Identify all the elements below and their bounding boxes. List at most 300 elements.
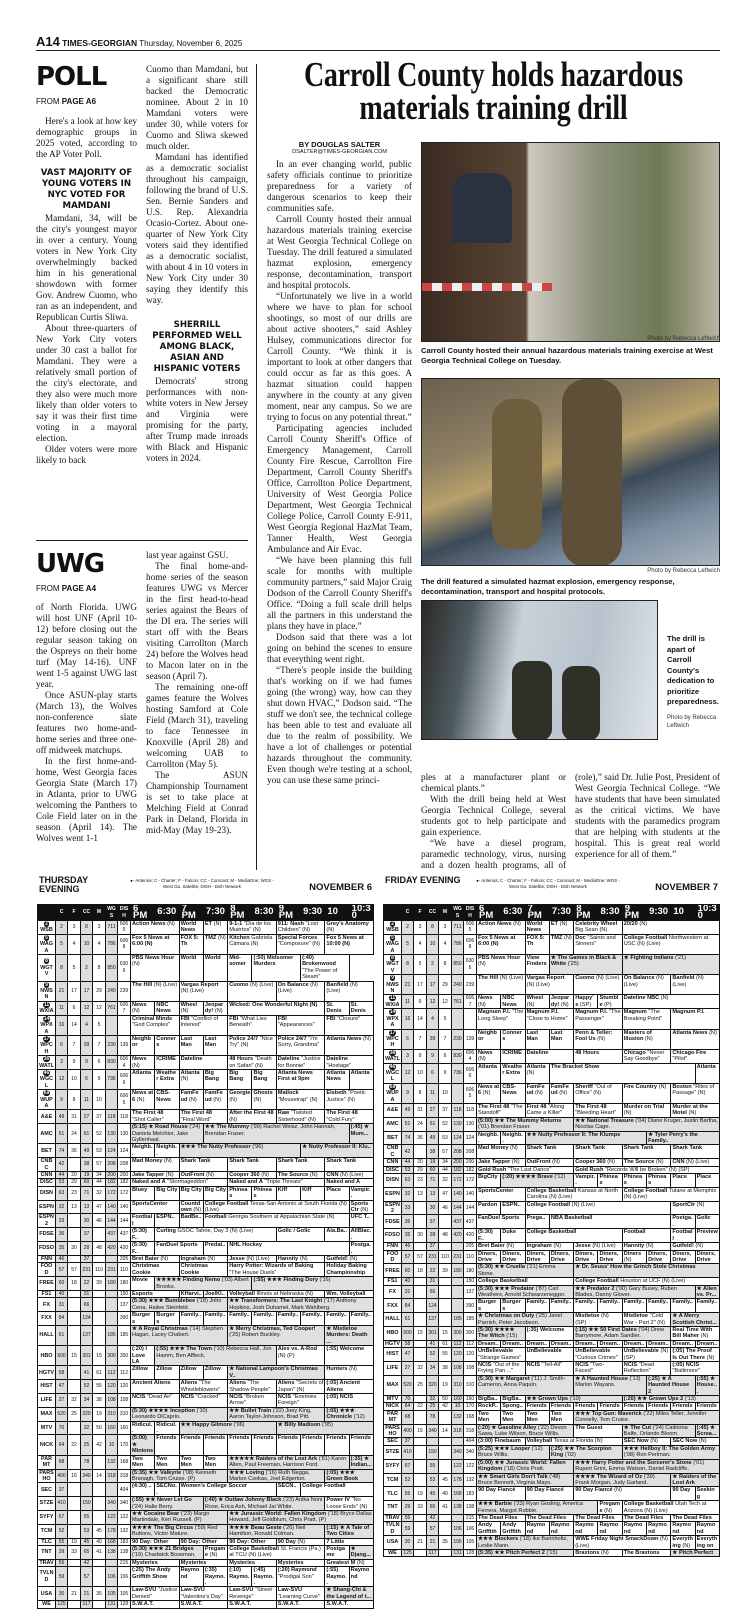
program-cell[interactable] xyxy=(179,1035,203,1055)
program-cell[interactable] xyxy=(671,1348,720,1362)
program-cell[interactable] xyxy=(574,1117,720,1131)
program-cell[interactable] xyxy=(276,1069,325,1089)
program-cell[interactable] xyxy=(203,1567,227,1587)
program-cell[interactable] xyxy=(549,1250,573,1264)
program-cell[interactable] xyxy=(179,1538,228,1545)
program-cell[interactable] xyxy=(179,1366,203,1380)
program-cell[interactable] xyxy=(228,934,277,954)
program-cell[interactable] xyxy=(203,1090,227,1110)
program-cell[interactable] xyxy=(179,1435,203,1455)
program-cell[interactable] xyxy=(598,1340,622,1347)
program-cell[interactable] xyxy=(647,1299,671,1313)
program-cell[interactable] xyxy=(301,955,350,982)
program-cell[interactable] xyxy=(477,1083,501,1103)
program-cell[interactable] xyxy=(574,1049,623,1063)
program-cell[interactable] xyxy=(276,1056,325,1070)
program-cell[interactable] xyxy=(155,1346,276,1366)
program-cell[interactable] xyxy=(252,1069,276,1089)
program-cell[interactable] xyxy=(276,1435,300,1455)
program-cell[interactable] xyxy=(525,1438,622,1445)
program-cell[interactable] xyxy=(477,1396,501,1403)
program-cell[interactable] xyxy=(622,1340,646,1347)
program-cell[interactable] xyxy=(349,1001,373,1015)
program-cell[interactable] xyxy=(325,934,374,954)
program-cell[interactable] xyxy=(228,1056,277,1070)
program-cell[interactable] xyxy=(477,1117,574,1131)
program-cell[interactable] xyxy=(671,1049,720,1063)
program-cell[interactable] xyxy=(203,1545,227,1559)
program-cell[interactable] xyxy=(598,1250,622,1264)
program-cell[interactable] xyxy=(501,1049,525,1063)
program-cell[interactable] xyxy=(477,975,526,995)
program-cell[interactable] xyxy=(695,1215,719,1229)
program-cell[interactable] xyxy=(131,1263,180,1277)
program-cell[interactable] xyxy=(228,1567,252,1587)
program-cell[interactable] xyxy=(228,1587,277,1601)
program-cell[interactable] xyxy=(549,921,573,935)
author-email[interactable]: DSALTER@TIMES-GEORGIAN.COM xyxy=(292,149,387,155)
program-cell[interactable] xyxy=(622,921,719,935)
program-cell[interactable] xyxy=(325,1069,349,1089)
program-cell[interactable] xyxy=(671,1145,720,1159)
program-cell[interactable] xyxy=(549,995,573,1009)
program-cell[interactable] xyxy=(525,975,574,995)
program-cell[interactable] xyxy=(695,1536,719,1550)
program-cell[interactable] xyxy=(477,1536,574,1550)
program-cell[interactable] xyxy=(501,1174,574,1188)
program-cell[interactable] xyxy=(622,995,719,1009)
program-cell[interactable] xyxy=(622,1313,671,1327)
program-cell[interactable] xyxy=(525,1362,574,1376)
program-cell[interactable] xyxy=(228,1035,277,1055)
program-cell[interactable] xyxy=(622,1243,671,1250)
program-cell[interactable] xyxy=(203,1214,349,1228)
program-cell[interactable] xyxy=(179,981,228,1001)
program-cell[interactable] xyxy=(155,1435,179,1455)
program-cell[interactable] xyxy=(325,1228,349,1242)
program-cell[interactable] xyxy=(622,1501,719,1515)
program-cell[interactable] xyxy=(671,1487,695,1501)
program-cell[interactable] xyxy=(549,1340,573,1347)
program-cell[interactable] xyxy=(131,1069,155,1089)
program-cell[interactable] xyxy=(131,1015,180,1035)
program-cell[interactable] xyxy=(325,1407,374,1421)
program-cell[interactable] xyxy=(574,1522,598,1536)
program-cell[interactable] xyxy=(622,975,671,995)
program-cell[interactable] xyxy=(276,1394,325,1408)
program-cell[interactable] xyxy=(598,995,622,1009)
program-cell[interactable] xyxy=(549,1083,573,1103)
program-cell[interactable] xyxy=(622,1029,671,1049)
program-cell[interactable] xyxy=(525,1187,622,1201)
program-cell[interactable] xyxy=(276,921,325,935)
program-cell[interactable] xyxy=(349,1545,373,1559)
program-cell[interactable] xyxy=(131,1497,204,1511)
program-cell[interactable] xyxy=(325,1601,374,1608)
program-cell[interactable] xyxy=(301,1435,325,1455)
program-cell[interactable] xyxy=(477,1009,526,1029)
program-cell[interactable] xyxy=(276,1015,325,1035)
program-cell[interactable] xyxy=(228,1380,277,1394)
program-cell[interactable] xyxy=(228,1455,349,1469)
program-cell[interactable] xyxy=(598,1501,622,1515)
program-cell[interactable] xyxy=(501,1403,525,1410)
program-cell[interactable] xyxy=(325,921,374,935)
program-cell[interactable] xyxy=(131,1001,155,1015)
program-cell[interactable] xyxy=(131,1035,155,1055)
program-cell[interactable] xyxy=(574,1410,720,1424)
program-cell[interactable] xyxy=(525,1145,574,1159)
program-cell[interactable] xyxy=(598,1403,622,1410)
program-cell[interactable] xyxy=(179,1090,203,1110)
program-cell[interactable] xyxy=(501,1522,525,1536)
program-cell[interactable] xyxy=(155,1035,179,1055)
program-cell[interactable] xyxy=(501,1063,525,1083)
program-cell[interactable] xyxy=(276,1035,325,1055)
program-cell[interactable] xyxy=(228,1290,325,1297)
program-cell[interactable] xyxy=(179,1255,228,1262)
program-cell[interactable] xyxy=(525,1522,549,1536)
program-cell[interactable] xyxy=(622,1438,671,1445)
program-cell[interactable] xyxy=(574,1299,598,1313)
program-cell[interactable] xyxy=(477,1187,526,1201)
program-cell[interactable] xyxy=(349,1069,373,1089)
program-cell[interactable] xyxy=(325,1545,349,1559)
program-cell[interactable] xyxy=(228,1524,325,1538)
program-cell[interactable] xyxy=(477,1159,526,1166)
program-cell[interactable] xyxy=(179,1263,228,1277)
program-cell[interactable] xyxy=(671,1326,720,1340)
program-cell[interactable] xyxy=(574,1459,720,1473)
program-cell[interactable] xyxy=(477,1375,574,1395)
program-cell[interactable] xyxy=(671,1201,720,1215)
program-cell[interactable] xyxy=(598,1174,622,1188)
program-cell[interactable] xyxy=(179,1200,203,1214)
program-cell[interactable] xyxy=(203,1124,349,1144)
program-cell[interactable] xyxy=(325,1056,374,1070)
program-cell[interactable] xyxy=(155,1228,276,1242)
program-cell[interactable] xyxy=(325,1524,374,1538)
program-cell[interactable] xyxy=(477,1410,501,1424)
program-cell[interactable] xyxy=(525,1083,549,1103)
program-cell[interactable] xyxy=(501,1396,525,1403)
program-cell[interactable] xyxy=(477,1514,526,1521)
program-cell[interactable] xyxy=(228,1172,277,1179)
program-cell[interactable] xyxy=(695,1285,719,1299)
program-cell[interactable] xyxy=(622,1187,719,1201)
program-cell[interactable] xyxy=(477,1049,501,1063)
program-cell[interactable] xyxy=(203,1242,227,1256)
program-cell[interactable] xyxy=(622,1514,671,1521)
program-cell[interactable] xyxy=(622,1009,671,1029)
program-cell[interactable] xyxy=(228,1001,325,1015)
program-cell[interactable] xyxy=(695,1299,719,1313)
program-cell[interactable] xyxy=(574,1278,720,1285)
program-cell[interactable] xyxy=(155,1186,179,1200)
program-cell[interactable] xyxy=(671,1229,695,1243)
program-cell[interactable] xyxy=(477,1103,526,1117)
program-cell[interactable] xyxy=(276,1228,325,1242)
program-cell[interactable] xyxy=(179,1001,203,1015)
program-cell[interactable] xyxy=(228,1263,325,1277)
program-cell[interactable] xyxy=(228,1158,277,1172)
program-cell[interactable] xyxy=(622,1348,671,1362)
program-cell[interactable] xyxy=(622,1549,671,1556)
program-cell[interactable] xyxy=(622,1083,671,1103)
program-cell[interactable] xyxy=(622,1396,719,1403)
program-cell[interactable] xyxy=(325,1497,374,1511)
program-cell[interactable] xyxy=(647,1250,671,1264)
program-cell[interactable] xyxy=(131,1435,155,1455)
program-cell[interactable] xyxy=(325,1325,374,1345)
program-cell[interactable] xyxy=(501,995,525,1009)
program-cell[interactable] xyxy=(276,1538,325,1545)
program-cell[interactable] xyxy=(477,1243,526,1250)
program-cell[interactable] xyxy=(179,955,203,982)
program-cell[interactable] xyxy=(325,1255,374,1262)
program-cell[interactable] xyxy=(276,981,325,1001)
program-cell[interactable] xyxy=(525,1514,574,1521)
program-cell[interactable] xyxy=(574,1375,647,1395)
program-cell[interactable] xyxy=(574,1403,598,1410)
program-cell[interactable] xyxy=(228,1186,252,1200)
program-cell[interactable] xyxy=(671,1083,720,1103)
program-cell[interactable] xyxy=(179,1110,228,1124)
program-cell[interactable] xyxy=(349,1312,373,1326)
program-cell[interactable] xyxy=(228,1325,325,1345)
program-cell[interactable] xyxy=(252,1277,374,1291)
program-cell[interactable] xyxy=(155,1144,179,1158)
program-cell[interactable] xyxy=(671,1029,720,1049)
program-cell[interactable] xyxy=(549,1522,573,1536)
program-cell[interactable] xyxy=(179,921,203,935)
program-cell[interactable] xyxy=(622,1522,646,1536)
program-cell[interactable] xyxy=(574,1029,623,1049)
program-cell[interactable] xyxy=(325,1158,374,1172)
program-cell[interactable] xyxy=(501,1029,525,1049)
program-cell[interactable] xyxy=(695,1229,719,1243)
program-cell[interactable] xyxy=(622,1403,646,1410)
program-cell[interactable] xyxy=(131,981,180,1001)
program-cell[interactable] xyxy=(155,1483,179,1497)
program-cell[interactable] xyxy=(525,955,549,975)
program-cell[interactable] xyxy=(477,1424,574,1438)
program-cell[interactable] xyxy=(155,1421,179,1435)
program-cell[interactable] xyxy=(671,1536,695,1550)
program-cell[interactable] xyxy=(228,1255,277,1262)
program-cell[interactable] xyxy=(131,1242,155,1256)
program-cell[interactable] xyxy=(228,1601,277,1608)
program-cell[interactable] xyxy=(622,934,719,954)
program-cell[interactable] xyxy=(477,1487,526,1501)
program-cell[interactable] xyxy=(671,1362,720,1376)
program-cell[interactable] xyxy=(155,1312,179,1326)
program-cell[interactable] xyxy=(622,1299,646,1313)
program-cell[interactable] xyxy=(671,1514,720,1521)
program-cell[interactable] xyxy=(501,1229,525,1243)
program-cell[interactable] xyxy=(549,1410,573,1424)
program-cell[interactable] xyxy=(549,1063,695,1083)
program-cell[interactable] xyxy=(349,1435,373,1455)
program-cell[interactable] xyxy=(501,1131,525,1145)
program-cell[interactable] xyxy=(252,1312,276,1326)
program-cell[interactable] xyxy=(622,1445,719,1459)
program-cell[interactable] xyxy=(477,1362,526,1376)
program-cell[interactable] xyxy=(525,1299,549,1313)
program-cell[interactable] xyxy=(525,1250,549,1264)
program-cell[interactable] xyxy=(549,1403,573,1410)
program-cell[interactable] xyxy=(477,1285,574,1299)
program-cell[interactable] xyxy=(325,1172,374,1179)
program-cell[interactable] xyxy=(155,1455,179,1469)
program-cell[interactable] xyxy=(179,1421,276,1435)
program-cell[interactable] xyxy=(179,934,203,954)
program-cell[interactable] xyxy=(549,955,622,975)
program-cell[interactable] xyxy=(325,1263,374,1277)
program-cell[interactable] xyxy=(155,1277,252,1291)
program-cell[interactable] xyxy=(574,934,623,954)
program-cell[interactable] xyxy=(477,1201,501,1215)
program-cell[interactable] xyxy=(525,1063,549,1083)
program-cell[interactable] xyxy=(131,1455,155,1469)
program-cell[interactable] xyxy=(501,1083,525,1103)
program-cell[interactable] xyxy=(574,1159,623,1166)
program-cell[interactable] xyxy=(574,1549,623,1556)
program-cell[interactable] xyxy=(501,1410,525,1424)
program-cell[interactable] xyxy=(203,1455,227,1469)
program-cell[interactable] xyxy=(325,1394,374,1408)
program-cell[interactable] xyxy=(525,1340,549,1347)
program-cell[interactable] xyxy=(228,981,277,1001)
program-cell[interactable] xyxy=(131,1290,180,1297)
program-cell[interactable] xyxy=(228,1510,374,1524)
program-cell[interactable] xyxy=(574,1166,720,1173)
program-cell[interactable] xyxy=(131,1380,180,1394)
program-cell[interactable] xyxy=(525,1410,549,1424)
program-cell[interactable] xyxy=(671,1522,695,1536)
program-cell[interactable] xyxy=(252,1186,276,1200)
program-cell[interactable] xyxy=(477,1029,501,1049)
program-cell[interactable] xyxy=(477,1063,501,1083)
program-cell[interactable] xyxy=(574,1145,623,1159)
program-cell[interactable] xyxy=(155,1090,179,1110)
program-cell[interactable] xyxy=(671,1009,720,1029)
program-cell[interactable] xyxy=(695,1174,719,1188)
program-cell[interactable] xyxy=(228,1179,325,1186)
program-cell[interactable] xyxy=(131,934,180,954)
program-cell[interactable] xyxy=(203,1497,324,1511)
program-cell[interactable] xyxy=(325,1015,374,1035)
program-cell[interactable] xyxy=(574,1487,671,1501)
program-cell[interactable] xyxy=(276,1421,373,1435)
program-cell[interactable] xyxy=(131,1144,155,1158)
program-cell[interactable] xyxy=(203,1366,227,1380)
program-cell[interactable] xyxy=(525,1229,622,1243)
program-cell[interactable] xyxy=(155,1056,179,1070)
program-cell[interactable] xyxy=(525,1201,671,1215)
program-cell[interactable] xyxy=(574,975,623,995)
program-cell[interactable] xyxy=(155,1214,179,1228)
program-cell[interactable] xyxy=(179,1290,203,1297)
program-cell[interactable] xyxy=(549,1299,573,1313)
program-cell[interactable] xyxy=(477,1264,574,1278)
program-cell[interactable] xyxy=(525,1326,574,1340)
program-cell[interactable] xyxy=(131,1277,155,1291)
program-cell[interactable] xyxy=(131,1090,155,1110)
program-cell[interactable] xyxy=(477,995,501,1009)
program-cell[interactable] xyxy=(574,1326,671,1340)
program-cell[interactable] xyxy=(228,1545,325,1559)
program-cell[interactable] xyxy=(525,1049,574,1063)
program-cell[interactable] xyxy=(325,1346,374,1366)
program-cell[interactable] xyxy=(647,1340,671,1347)
program-cell[interactable] xyxy=(131,1524,228,1538)
program-cell[interactable] xyxy=(228,1069,252,1089)
program-cell[interactable] xyxy=(647,1174,671,1188)
program-cell[interactable] xyxy=(179,1144,300,1158)
program-cell[interactable] xyxy=(276,1587,325,1601)
program-cell[interactable] xyxy=(325,1001,349,1015)
program-cell[interactable] xyxy=(349,1242,373,1256)
program-cell[interactable] xyxy=(525,1403,549,1410)
program-cell[interactable] xyxy=(325,1035,374,1055)
program-cell[interactable] xyxy=(179,1380,228,1394)
program-cell[interactable] xyxy=(574,1083,623,1103)
program-cell[interactable] xyxy=(131,1545,204,1559)
program-cell[interactable] xyxy=(671,1299,695,1313)
program-cell[interactable] xyxy=(179,1069,203,1089)
program-cell[interactable] xyxy=(276,1186,300,1200)
program-cell[interactable] xyxy=(695,1340,719,1347)
program-cell[interactable] xyxy=(549,934,573,954)
program-cell[interactable] xyxy=(477,1445,550,1459)
program-cell[interactable] xyxy=(228,1469,325,1483)
program-cell[interactable] xyxy=(203,1035,227,1055)
program-cell[interactable] xyxy=(131,1186,155,1200)
program-cell[interactable] xyxy=(131,1110,180,1124)
program-cell[interactable] xyxy=(525,1243,574,1250)
program-cell[interactable] xyxy=(477,1522,501,1536)
program-cell[interactable] xyxy=(525,1159,574,1166)
program-cell[interactable] xyxy=(131,1200,180,1214)
program-cell[interactable] xyxy=(477,1229,501,1243)
program-cell[interactable] xyxy=(179,1567,203,1587)
program-cell[interactable] xyxy=(325,1179,374,1186)
program-cell[interactable] xyxy=(276,1483,300,1497)
program-cell[interactable] xyxy=(349,1567,373,1587)
program-cell[interactable] xyxy=(131,1298,228,1312)
program-cell[interactable] xyxy=(228,1312,252,1326)
program-cell[interactable] xyxy=(203,1312,227,1326)
program-cell[interactable] xyxy=(695,1375,719,1395)
program-cell[interactable] xyxy=(228,1298,374,1312)
program-cell[interactable] xyxy=(179,1186,203,1200)
program-cell[interactable] xyxy=(131,1255,180,1262)
program-cell[interactable] xyxy=(131,1421,155,1435)
program-cell[interactable] xyxy=(574,1514,623,1521)
program-cell[interactable] xyxy=(477,1313,574,1327)
program-cell[interactable] xyxy=(671,1438,720,1445)
program-cell[interactable] xyxy=(228,1090,252,1110)
program-cell[interactable] xyxy=(179,1483,276,1497)
program-cell[interactable] xyxy=(622,1250,646,1264)
program-cell[interactable] xyxy=(525,1103,574,1117)
program-cell[interactable] xyxy=(131,921,180,935)
program-cell[interactable] xyxy=(549,1445,622,1459)
program-cell[interactable] xyxy=(325,1538,374,1545)
program-cell[interactable] xyxy=(252,1435,276,1455)
program-cell[interactable] xyxy=(574,1348,623,1362)
